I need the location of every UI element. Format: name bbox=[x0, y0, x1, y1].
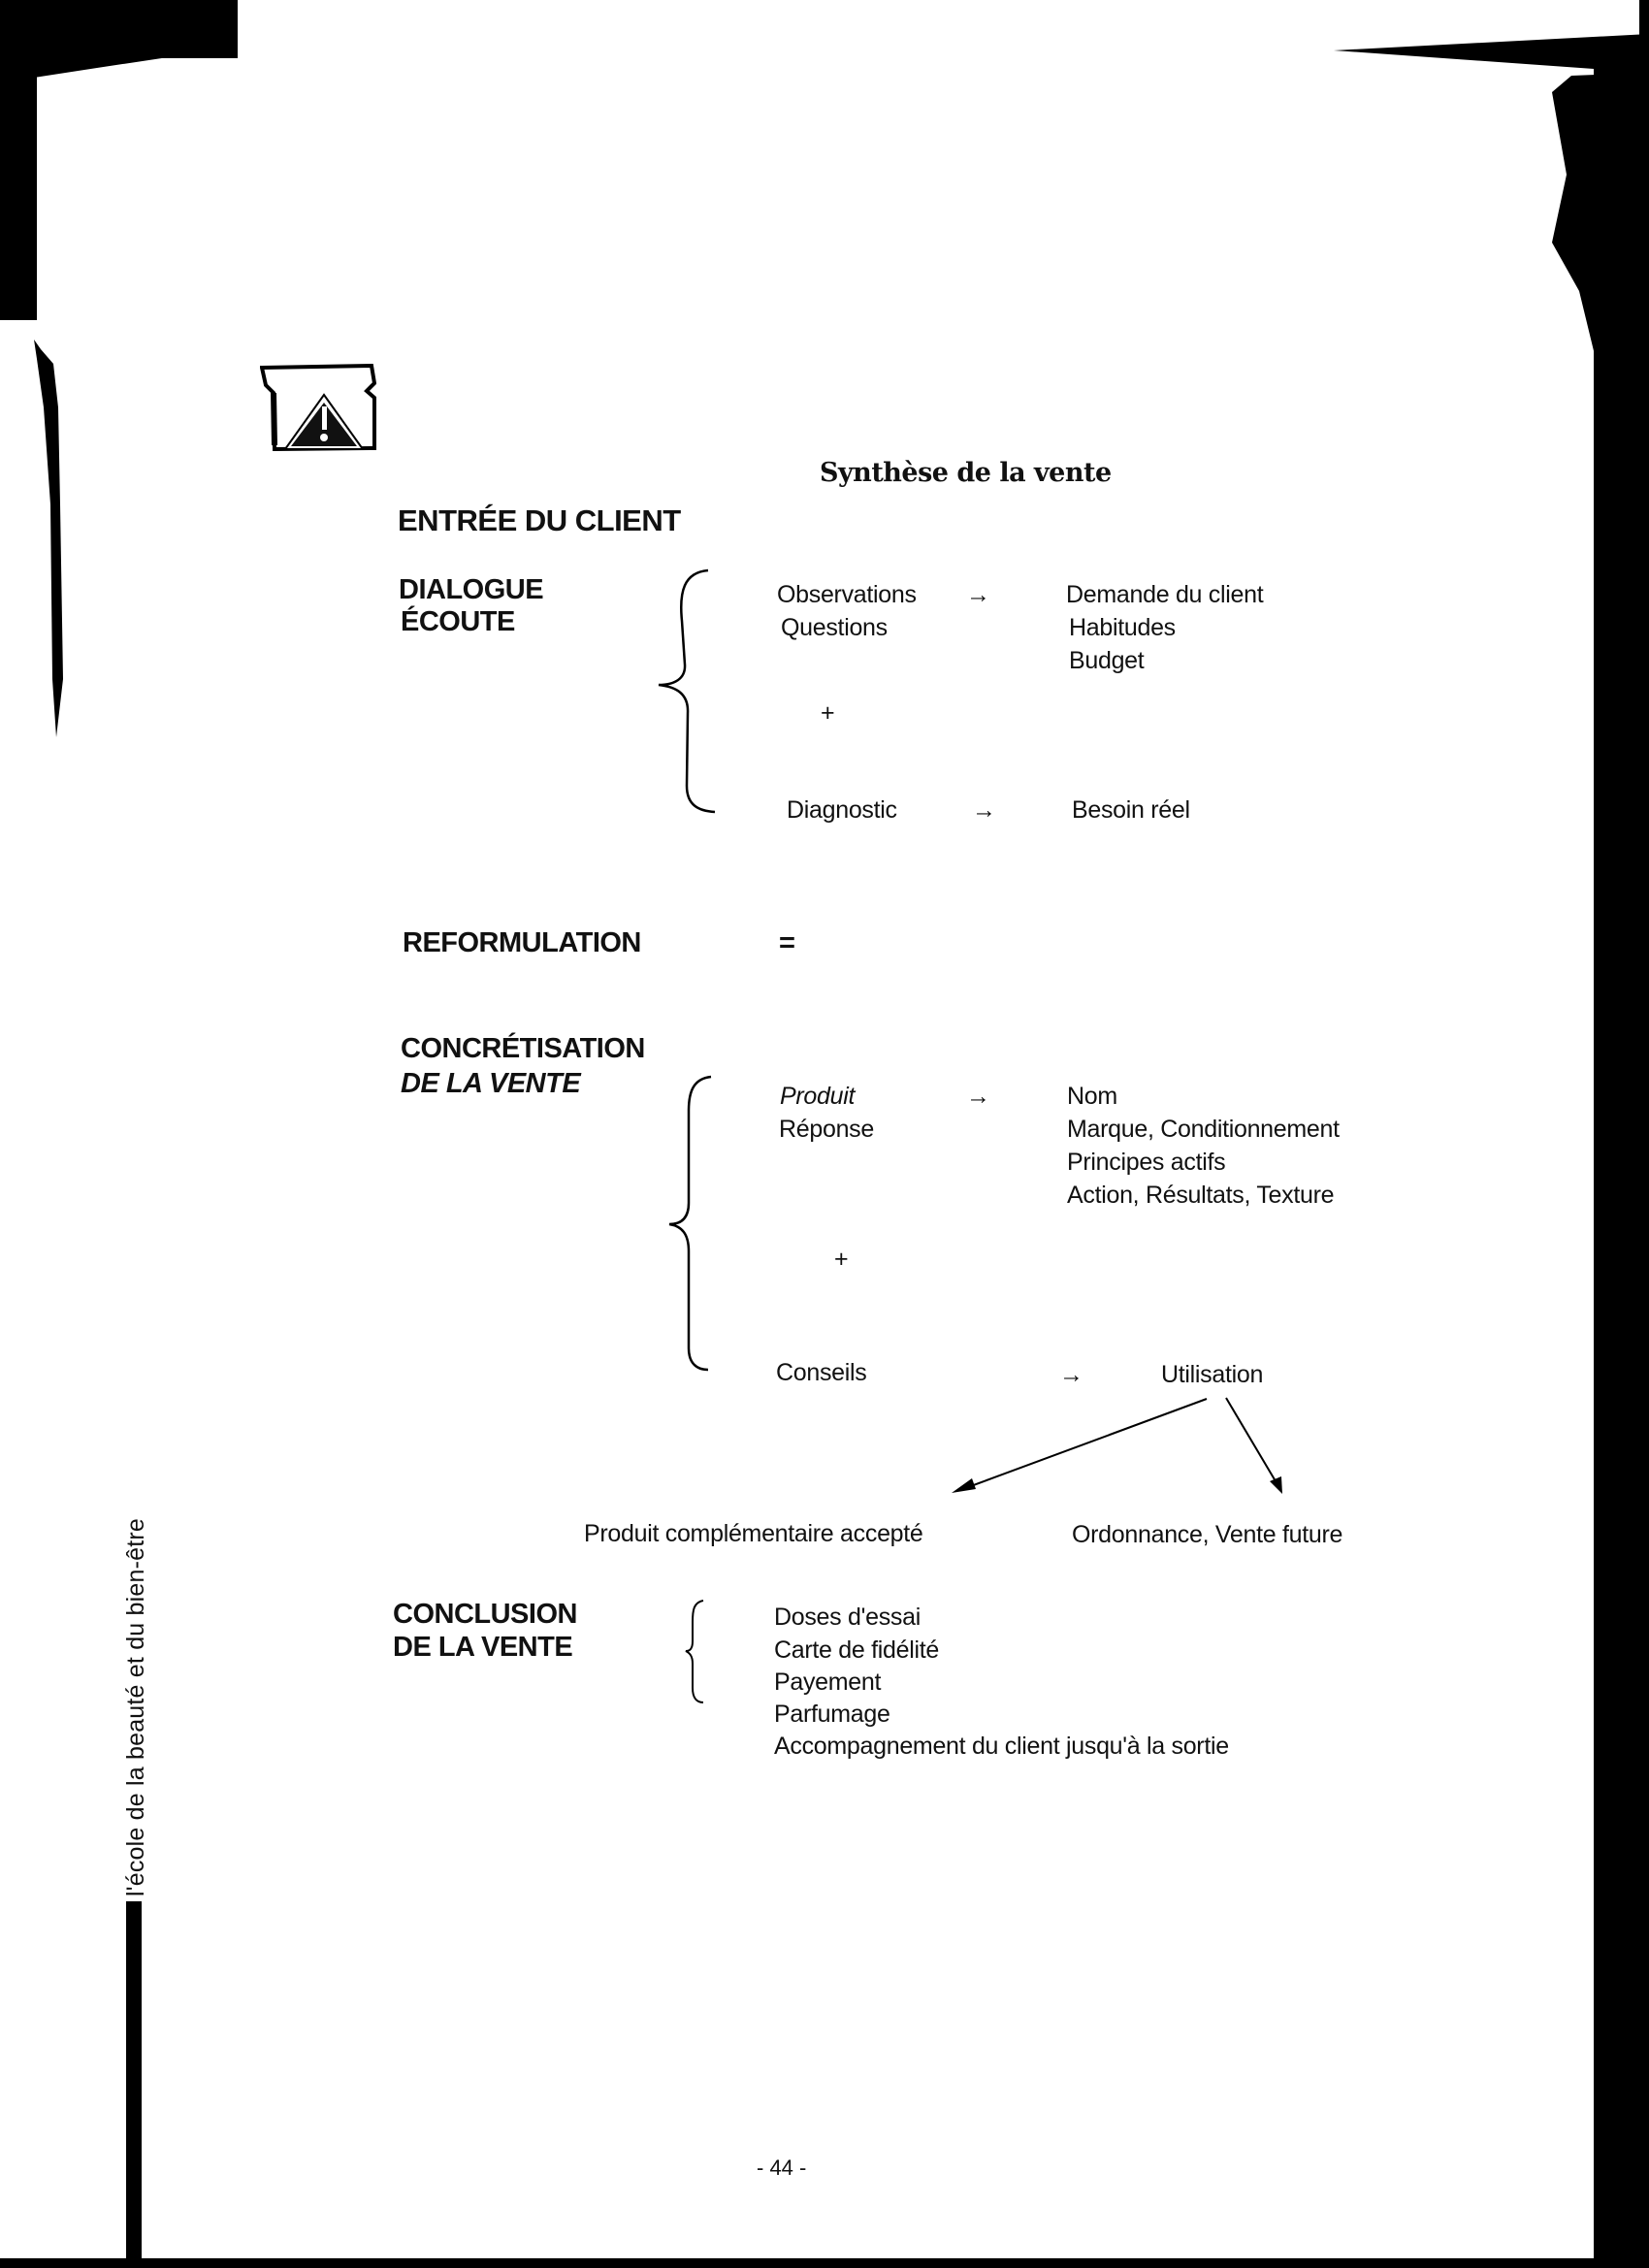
dialogue-demande: Demande du client bbox=[1066, 581, 1264, 608]
concretisation-action: Action, Résultats, Texture bbox=[1067, 1182, 1335, 1209]
arrow-right-icon: → bbox=[1059, 1361, 1083, 1388]
dialogue-diagnostic: Diagnostic bbox=[787, 796, 897, 824]
dialogue-besoin: Besoin réel bbox=[1072, 796, 1190, 824]
page-number: - 44 - bbox=[757, 2155, 807, 2180]
section-heading-de-la-vente: DE LA VENTE bbox=[401, 1068, 581, 1099]
concretisation-produit: Produit bbox=[780, 1083, 856, 1110]
section-heading-ecoute: ÉCOUTE bbox=[401, 606, 515, 637]
conclusion-item: Doses d'essai bbox=[774, 1604, 921, 1631]
dialogue-questions: Questions bbox=[781, 614, 888, 641]
outcome-produit-complementaire: Produit complémentaire accepté bbox=[584, 1520, 923, 1547]
conclusion-item: Parfumage bbox=[774, 1701, 890, 1728]
concretisation-marque: Marque, Conditionnement bbox=[1067, 1116, 1340, 1143]
reformulation-equals: = bbox=[779, 927, 795, 958]
concretisation-principes: Principes actifs bbox=[1067, 1149, 1226, 1176]
section-heading-concretisation: CONCRÉTISATION bbox=[401, 1033, 645, 1064]
side-label-bar bbox=[126, 1901, 142, 2262]
dialogue-plus: + bbox=[821, 699, 835, 727]
arrow-right-icon: → bbox=[972, 796, 996, 824]
concretisation-reponse: Réponse bbox=[779, 1116, 874, 1143]
concretisation-conseils: Conseils bbox=[776, 1359, 867, 1386]
outcome-ordonnance: Ordonnance, Vente future bbox=[1072, 1521, 1343, 1548]
arrow-right-icon: → bbox=[966, 1083, 990, 1110]
section-heading-reformulation: REFORMULATION bbox=[403, 927, 641, 958]
section-heading-conclusion-vente: DE LA VENTE bbox=[393, 1632, 573, 1663]
side-label: l'école de la beauté et du bien-être bbox=[122, 1517, 149, 1896]
concretisation-utilisation: Utilisation bbox=[1161, 1361, 1264, 1388]
dialogue-observations: Observations bbox=[777, 581, 917, 608]
concretisation-nom: Nom bbox=[1067, 1083, 1117, 1110]
arrow-right-icon: → bbox=[966, 581, 990, 608]
conclusion-item: Payement bbox=[774, 1669, 882, 1696]
concretisation-plus: + bbox=[834, 1246, 849, 1273]
conclusion-item: Accompagnement du client jusqu'à la sortie bbox=[774, 1733, 1229, 1760]
section-heading-conclusion: CONCLUSION bbox=[393, 1599, 577, 1630]
section-heading-entree: ENTRÉE DU CLIENT bbox=[398, 503, 681, 537]
dialogue-budget: Budget bbox=[1069, 647, 1145, 674]
dialogue-habitudes: Habitudes bbox=[1069, 614, 1176, 641]
page-title: Synthèse de la vente bbox=[820, 458, 1112, 488]
conclusion-item: Carte de fidélité bbox=[774, 1636, 939, 1664]
section-heading-dialogue: DIALOGUE bbox=[399, 574, 544, 605]
